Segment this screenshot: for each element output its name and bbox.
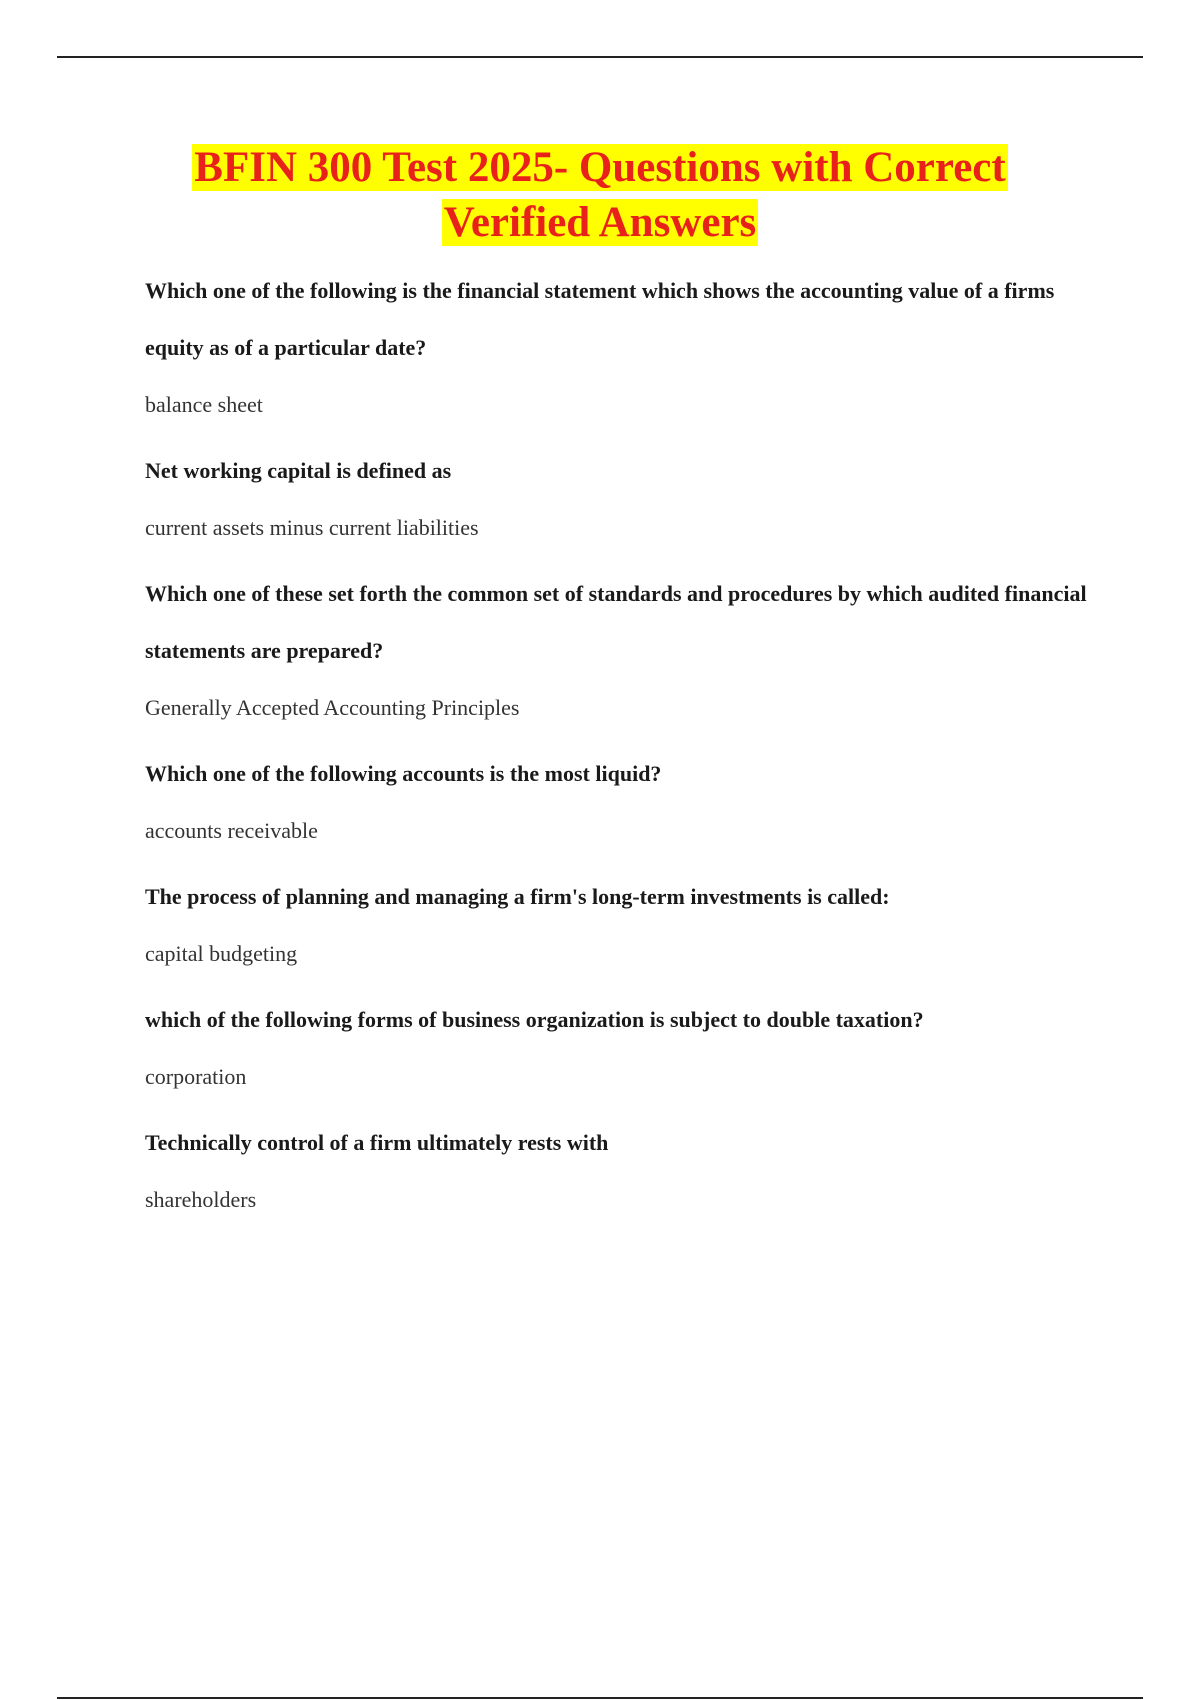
qa-item <box>145 565 1095 723</box>
title-line-1: BFIN 300 Test 2025- Questions with Correct <box>194 144 1006 191</box>
question-text: Technically control of a firm ultimately rests with <box>145 1130 609 1155</box>
question-text: which of the following forms of business organization is subject to double taxation? <box>145 1007 924 1032</box>
qa-item <box>145 868 1095 969</box>
top-rule <box>57 56 1143 58</box>
question-text: Which one of the following accounts is the most liquid? <box>145 761 662 786</box>
qa-item <box>145 991 1095 1092</box>
question-text: The process of planning and managing a firm's long-term investments is called: <box>145 884 890 909</box>
bottom-rule <box>57 1697 1143 1699</box>
title-line-2: Verified Answers <box>443 199 757 246</box>
question-text: Which one of these set forth the common set of standards and procedures by which audited financial statements are prepared? <box>145 581 1087 663</box>
answer-text: shareholders <box>145 1187 257 1212</box>
page-title <box>100 140 1100 250</box>
answer-text: Generally Accepted Accounting Principles <box>145 695 520 720</box>
qa-item <box>145 262 1095 420</box>
qa-item <box>145 442 1095 543</box>
qa-item <box>145 1114 1095 1215</box>
qa-item <box>145 745 1095 846</box>
answer-text: balance sheet <box>145 392 263 417</box>
question-text: Which one of the following is the financial statement which shows the accounting value of a firms equity as of a particular date? <box>145 278 1055 360</box>
answer-text: accounts receivable <box>145 818 318 843</box>
answer-text: capital budgeting <box>145 941 298 966</box>
answer-text: corporation <box>145 1064 247 1089</box>
answer-text: current assets minus current liabilities <box>145 515 479 540</box>
qa-list <box>145 262 1095 1237</box>
question-text: Net working capital is defined as <box>145 458 452 483</box>
